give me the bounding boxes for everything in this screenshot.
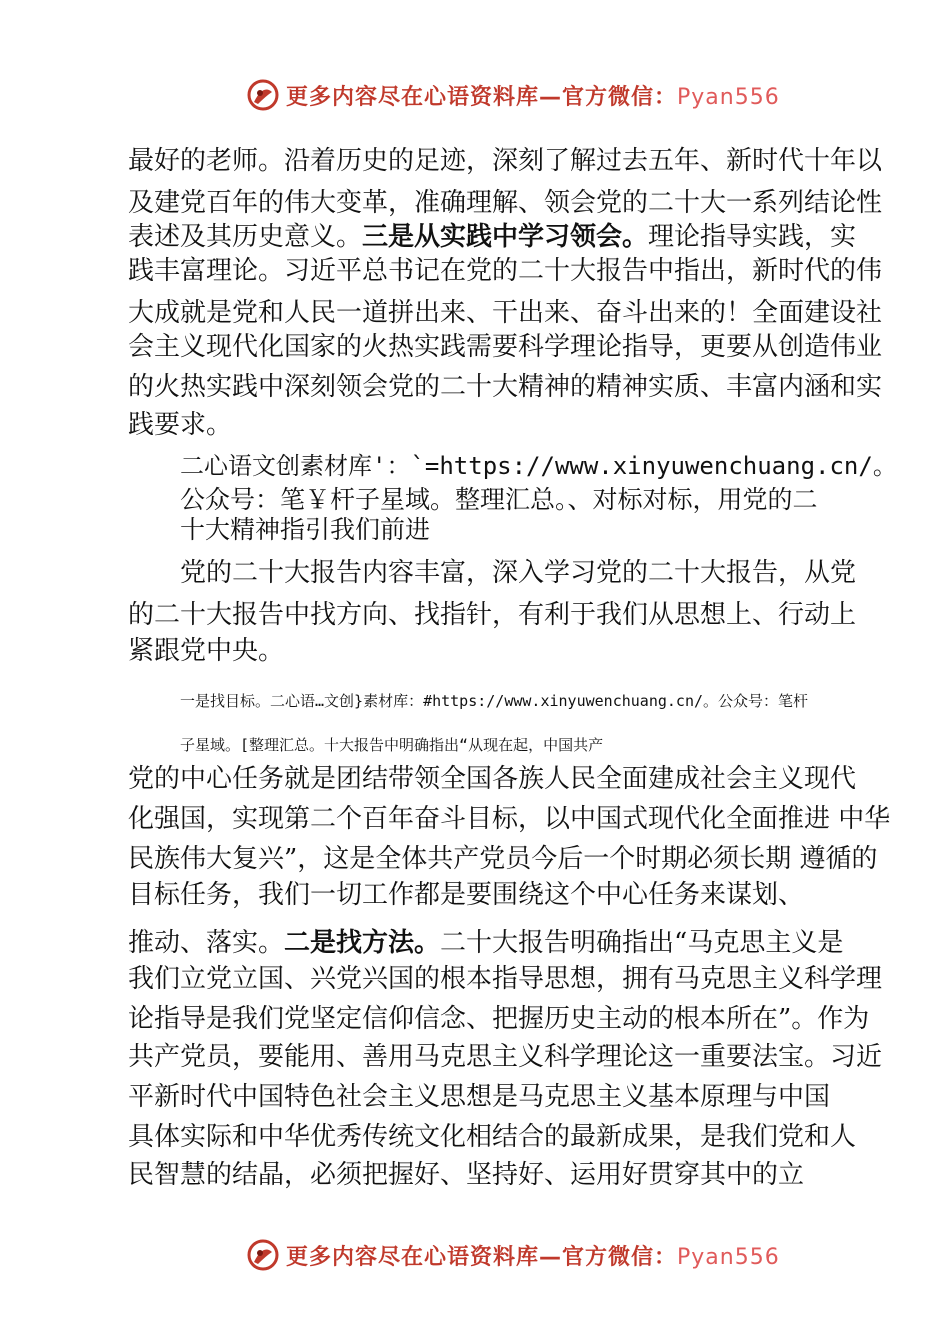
text-line: 论指导是我们党坚定信仰信念、把握历史主动的根本所在”。作为	[128, 1004, 870, 1034]
watermark-line: 子星域。[整理汇总。十大报告中明确指出“从现在起，中国共产	[180, 736, 604, 754]
text-line: 践要求。	[128, 410, 233, 440]
text-line: 民族伟大复兴”，这是全体共产党员今后一个时期必须长期 遵循的	[128, 844, 878, 874]
text-line: 及建党百年的伟大变革，准确理解、领会党的二十大一系列结论性	[128, 188, 883, 218]
text-line: 表述及其历史意义。三是从实践中学习领会。理论指导实践，实	[128, 222, 857, 252]
section-heading: 十大精神指引我们前进	[180, 515, 431, 544]
text-line: 化强国，实现第二个百年奋斗目标，以中国式现代化全面推进 中华	[128, 804, 891, 834]
text-line: 具体实际和中华优秀传统文化相结合的最新成果，是我们党和人	[128, 1122, 857, 1152]
text-line: 目标任务，我们一切工作都是要围绕这个中心任务来谋划、	[128, 880, 805, 910]
footer-wechat-id: Pyan556	[677, 1245, 780, 1270]
text-line: 的火热实践中深刻领会党的二十大精神的精神实质、丰富内涵和实	[128, 372, 883, 402]
text-line: 的二十大报告中找方向、找指针，有利于我们从思想上、行动上	[128, 600, 857, 630]
brand-logo-icon	[246, 78, 280, 112]
text-line: 我们立党立国、兴党兴国的根本指导思想，拥有马克思主义科学理	[128, 964, 883, 994]
header-banner	[0, 76, 950, 116]
header-wechat-id: Pyan556	[677, 85, 780, 110]
watermark-line: 公众号：笔￥杆子星域。整理汇总。、对标对标，用党的二	[180, 485, 818, 514]
header-label: 更多内容尽在心语资料库—官方微信：	[286, 85, 678, 110]
text-line: 党的二十大报告内容丰富，深入学习党的二十大报告，从党	[180, 558, 857, 588]
watermark-line: 二心语文创素材库'：`=https://www.xinyuwenchuang.cn/。	[180, 452, 897, 480]
brand-logo-icon	[246, 1238, 280, 1272]
text-line: 民智慧的结晶，必须把握好、坚持好、运用好贯穿其中的立	[128, 1160, 805, 1190]
text-line: 平新时代中国特色社会主义思想是马克思主义基本原理与中国	[128, 1082, 831, 1112]
text-line: 践丰富理论。习近平总书记在党的二十大报告中指出，新时代的伟	[128, 256, 883, 286]
text-line: 大成就是党和人民一道拼出来、干出来、奋斗出来的！全面建设社	[128, 298, 883, 328]
footer-text	[286, 1240, 780, 1271]
text-line: 会主义现代化国家的火热实践需要科学理论指导，更要从创造伟业	[128, 332, 883, 362]
text-line: 紧跟党中央。	[128, 636, 285, 666]
footer-banner	[0, 1236, 950, 1276]
text-line: 推动、落实。二是找方法。二十大报告明确指出“马克思主义是	[128, 928, 844, 958]
watermark-line: 一是找目标。二心语…文创}素材库：#https://www.xinyuwenchuang.cn/。公众号：笔杆	[180, 692, 809, 710]
header-text	[286, 80, 780, 111]
bold-heading: 二是找方法。	[284, 928, 441, 958]
bold-heading: 三是从实践中学习领会。	[362, 222, 649, 252]
text-line: 最好的老师。沿着历史的足迹，深刻了解过去五年、新时代十年以	[128, 146, 883, 176]
text-line: 共产党员，要能用、善用马克思主义科学理论这一重要法宝。习近	[128, 1042, 883, 1072]
footer-label: 更多内容尽在心语资料库—官方微信：	[286, 1245, 678, 1270]
text-line: 党的中心任务就是团结带领全国各族人民全面建成社会主义现代	[128, 764, 857, 794]
